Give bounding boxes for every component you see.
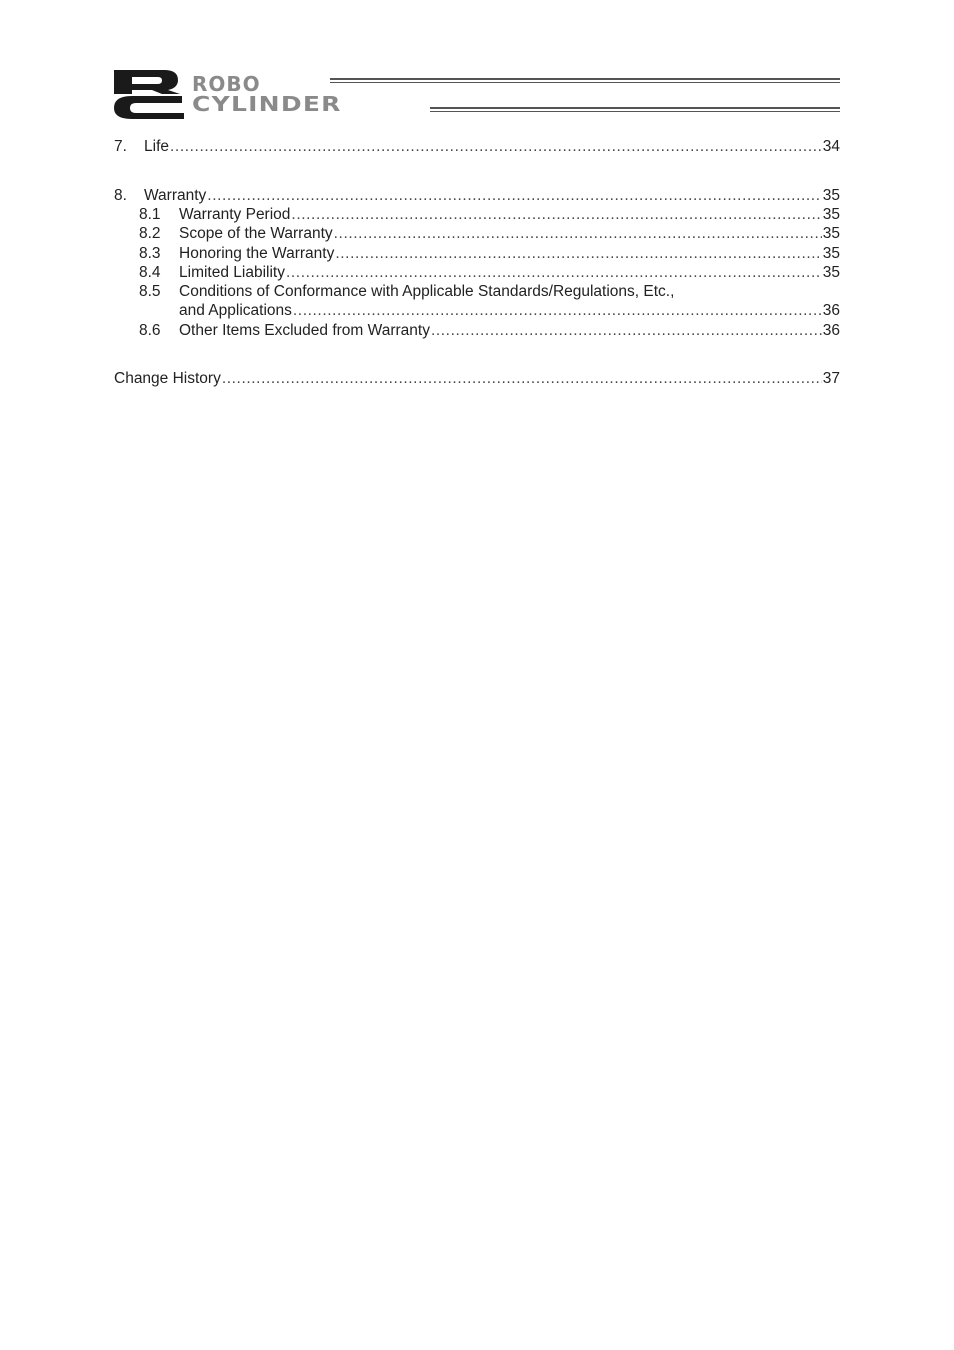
toc-entry-title-continued: and Applications (179, 302, 292, 319)
toc-entry-conditions-of-conformance[interactable] (114, 283, 840, 302)
toc-entry-conditions-continuation[interactable] (114, 302, 840, 321)
toc-entry-title: Warranty (144, 187, 207, 204)
toc-entry-page: 37 (822, 370, 840, 387)
toc-entry-warranty-period[interactable] (114, 206, 840, 225)
toc-entry-title: Honoring the Warranty (179, 245, 335, 262)
header-rule-bottom (430, 107, 840, 109)
toc-entry-number: 8.3 (139, 245, 161, 262)
brand-name-line1: ROBO (192, 72, 261, 96)
toc-entry-title: Change History (114, 370, 221, 387)
page-header (112, 68, 840, 120)
header-rule-top (330, 78, 840, 80)
robo-cylinder-logo-icon (112, 68, 186, 120)
toc-entry-page: 34 (822, 138, 840, 155)
toc-entry-title: Conditions of Conformance with Applicable Standards/Regulations, Etc., (179, 283, 675, 300)
toc-leader-dots (335, 245, 821, 263)
toc-entry-page: 35 (822, 225, 840, 242)
toc-leader-dots (222, 370, 822, 388)
toc-leader-dots (170, 138, 822, 156)
toc-entry-page: 36 (822, 322, 840, 339)
toc-entry-page: 35 (822, 206, 840, 223)
toc-entry-title: Life (144, 138, 169, 155)
toc-entry-number: 8.6 (139, 322, 161, 339)
toc-entry-page: 35 (822, 264, 840, 281)
toc-leader-dots (293, 302, 822, 320)
toc-entry-title: Limited Liability (179, 264, 285, 281)
toc-entry-number: 8.4 (139, 264, 161, 281)
toc-entry-title: Warranty Period (179, 206, 291, 223)
toc-entry-number: 8.2 (139, 225, 161, 242)
toc-entry-limited-liability[interactable] (114, 264, 840, 283)
toc-leader-dots (286, 264, 822, 282)
toc-leader-dots (291, 206, 821, 224)
toc-leader-dots (431, 322, 822, 340)
toc-leader-dots (334, 225, 822, 243)
toc-entry-other-items-excluded[interactable] (114, 322, 840, 341)
toc-entry-number: 8.1 (139, 206, 161, 223)
toc-entry-title: Scope of the Warranty (179, 225, 333, 242)
toc-entry-page: 36 (822, 302, 840, 319)
header-rule-top-thin (330, 82, 840, 83)
header-rule-bottom-thin (430, 111, 840, 112)
toc-leader-dots (207, 187, 821, 205)
toc-entry-warranty[interactable] (114, 187, 840, 206)
brand-name-line2: CYLINDER (192, 92, 342, 116)
toc-entry-page: 35 (822, 245, 840, 262)
toc-entry-number: 7. (114, 138, 127, 155)
toc-entry-title: Other Items Excluded from Warranty (179, 322, 430, 339)
toc-entry-scope-of-warranty[interactable] (114, 225, 840, 244)
toc-entry-number: 8.5 (139, 283, 161, 300)
toc-entry-life[interactable] (114, 138, 840, 157)
toc-entry-number: 8. (114, 187, 127, 204)
toc-entry-page: 35 (822, 187, 840, 204)
toc-entry-change-history[interactable] (114, 370, 840, 389)
toc-entry-honoring-warranty[interactable] (114, 245, 840, 264)
